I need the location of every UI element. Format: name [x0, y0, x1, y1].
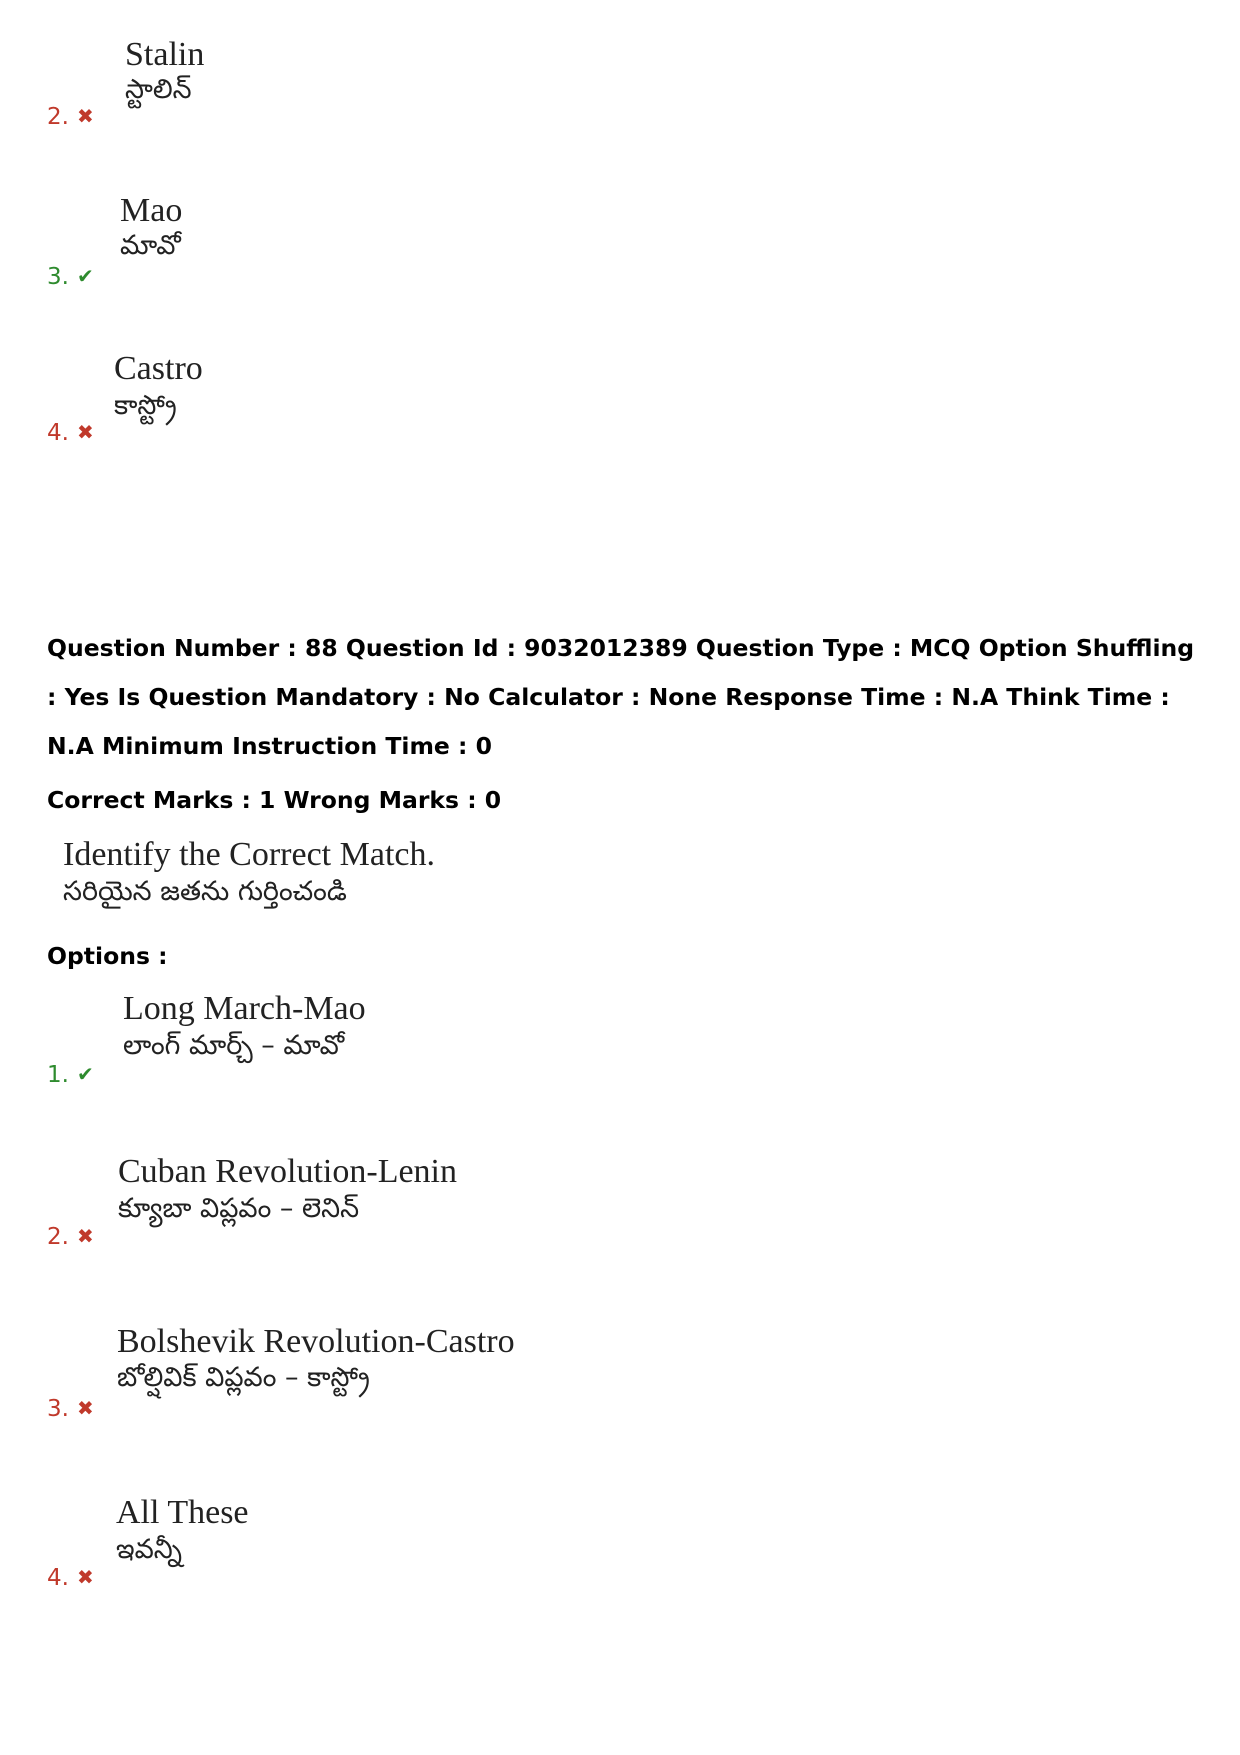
- cross-icon: ✖: [76, 1565, 94, 1589]
- option-text-te: ఇవన్నీ: [116, 1534, 182, 1565]
- option-text-en: All These: [116, 1494, 249, 1531]
- cross-icon: ✖: [76, 1224, 94, 1248]
- option-number-label: 3.: [47, 264, 69, 290]
- option-text-te: మావో: [120, 230, 181, 261]
- option-text-te: క్యూబా విప్లవం – లెనిన్: [118, 1193, 360, 1224]
- option-number-label: 1.: [47, 1062, 69, 1088]
- option-number: [47, 1062, 94, 1088]
- option-text-en: Stalin: [125, 36, 205, 73]
- option-number: [47, 104, 94, 130]
- option-number-label: 2.: [47, 1224, 69, 1250]
- cross-icon: ✖: [76, 104, 94, 128]
- option-number: [47, 1396, 94, 1422]
- option-text-en: Long March-Mao: [123, 990, 366, 1027]
- option-number: [47, 420, 94, 446]
- option-number: [47, 1224, 94, 1250]
- option-number: [47, 264, 94, 290]
- option-text-te: స్టాలిన్: [125, 74, 192, 105]
- option-text-en: Castro: [114, 350, 203, 387]
- option-number-label: 2.: [47, 104, 69, 130]
- check-icon: ✔: [76, 1062, 94, 1086]
- question-text-en: Identify the Correct Match.: [63, 836, 435, 873]
- option-text-te: బోల్షివిక్ విప్లవం – కాస్ట్రో: [117, 1362, 370, 1393]
- option-text-en: Cuban Revolution-Lenin: [118, 1153, 458, 1190]
- option-number: [47, 1565, 94, 1591]
- question-text-te: సరియైన జతను గుర్తించండి: [63, 876, 347, 907]
- options-label: Options :: [47, 942, 168, 970]
- option-number-label: 3.: [47, 1396, 69, 1422]
- option-text-te: లాంగ్ మార్చ్ – మావో: [123, 1030, 345, 1061]
- option-number-label: 4.: [47, 1565, 69, 1591]
- option-text-te: కాస్ట్రో: [114, 390, 177, 421]
- cross-icon: ✖: [76, 1396, 94, 1420]
- cross-icon: ✖: [76, 420, 94, 444]
- question-meta: Question Number : 88 Question Id : 9032012389 Question Type : MCQ Option Shuffling : Yes Is Question Mandatory : No Calculator : None Response Time : N.A Think Time : N.A Minimum Instruction Time : 0: [47, 634, 1195, 760]
- option-text-en: Bolshevik Revolution-Castro: [117, 1323, 515, 1360]
- option-number-label: 4.: [47, 420, 69, 446]
- check-icon: ✔: [76, 264, 94, 288]
- option-text-en: Mao: [120, 192, 183, 229]
- question-marks: Correct Marks : 1 Wrong Marks : 0: [47, 786, 502, 814]
